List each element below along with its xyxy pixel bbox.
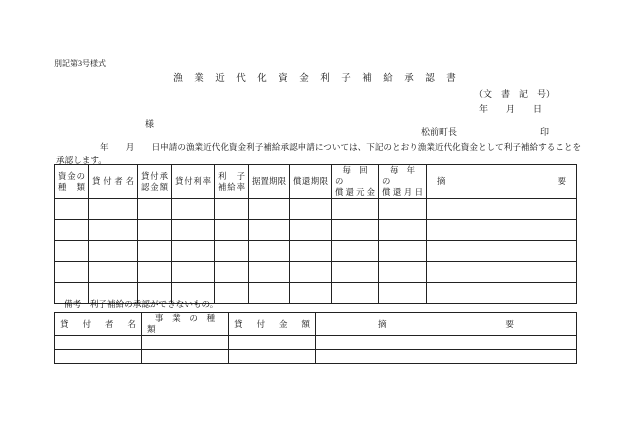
column-header-business-type: 事 業 の 種 類	[142, 313, 229, 336]
table-cell	[249, 241, 290, 262]
table-cell	[427, 241, 577, 262]
column-header-grace-period: 据置期限	[249, 165, 290, 199]
approval-table-body	[55, 199, 577, 304]
table-cell	[332, 199, 379, 220]
table-cell	[379, 220, 427, 241]
table-cell	[89, 220, 138, 241]
table-row	[55, 336, 577, 350]
table-cell	[229, 350, 316, 364]
table-cell	[249, 220, 290, 241]
issuer-name: 松前町長	[421, 127, 458, 137]
approval-statement: 年 月 日申請の漁業近代化資金利子補給承認申請については、下記のとおり漁業近代化資金として利子補給することを承認します。	[56, 142, 582, 165]
table-cell	[332, 220, 379, 241]
table-cell	[290, 262, 332, 283]
column-header-remarks: 摘 要	[316, 313, 577, 336]
column-header-annual-repayment-date: 毎 年 の 償還月日	[379, 165, 427, 199]
table-cell	[290, 241, 332, 262]
column-header-repayment-deadline: 償還期限	[290, 165, 332, 199]
table-cell	[290, 199, 332, 220]
table-cell	[249, 283, 290, 304]
table-row	[55, 241, 577, 262]
table-row	[55, 350, 577, 364]
document-title: 漁 業 近 代 化 資 金 利 子 補 給 承 認 書	[173, 74, 457, 84]
table-cell	[427, 283, 577, 304]
table-cell	[55, 241, 89, 262]
table-row	[55, 220, 577, 241]
table-cell	[215, 241, 249, 262]
table-row	[55, 262, 577, 283]
table-header-row	[55, 165, 577, 199]
table-cell	[316, 350, 577, 364]
table-cell	[229, 336, 316, 350]
table-cell	[332, 283, 379, 304]
table-cell	[55, 220, 89, 241]
table-cell	[215, 220, 249, 241]
table-row	[55, 199, 577, 220]
column-header-lender-name: 貸付者名	[89, 165, 138, 199]
table-cell	[142, 336, 229, 350]
table-cell	[55, 336, 142, 350]
table-cell	[379, 283, 427, 304]
column-header-principal-per-repayment: 毎 回 の 償還元金	[332, 165, 379, 199]
note-text: 備考 利子補給の承認ができないもの。	[64, 299, 219, 309]
approval-details-table	[54, 164, 577, 304]
table-cell	[290, 283, 332, 304]
table-cell	[215, 262, 249, 283]
table-cell	[332, 241, 379, 262]
table-cell	[172, 220, 215, 241]
table-cell	[427, 220, 577, 241]
table-cell	[249, 199, 290, 220]
issue-date-field: 年 月 日	[479, 104, 543, 114]
table-cell	[142, 350, 229, 364]
table-cell	[172, 262, 215, 283]
seal-mark: 印	[540, 127, 550, 137]
denial-table	[54, 312, 577, 364]
table-cell	[89, 262, 138, 283]
table-header-row	[55, 313, 577, 336]
table-cell	[379, 199, 427, 220]
table-cell	[427, 262, 577, 283]
column-header-interest-subsidy-rate: 利 子 補給率	[215, 165, 249, 199]
table-cell	[55, 262, 89, 283]
form-number: 別記第3号様式	[54, 59, 106, 68]
table-cell	[379, 262, 427, 283]
table-cell	[138, 262, 172, 283]
table-cell	[138, 241, 172, 262]
table-cell	[89, 241, 138, 262]
table-cell	[249, 262, 290, 283]
table-cell	[290, 220, 332, 241]
column-header-fund-type: 資金の 種 類	[55, 165, 89, 199]
table-cell	[427, 199, 577, 220]
table-cell	[172, 241, 215, 262]
table-cell	[379, 241, 427, 262]
denial-table-body	[55, 336, 577, 364]
document-number-field: （文 書 記 号）	[474, 89, 556, 99]
column-header-remarks: 摘 要	[427, 165, 577, 199]
column-header-loan-interest-rate: 貸付利率	[172, 165, 215, 199]
table-cell	[55, 350, 142, 364]
column-header-loan-amount: 貸 付 金 額	[229, 313, 316, 336]
column-header-lender-name: 貸 付 者 名	[55, 313, 142, 336]
table-cell	[215, 283, 249, 304]
table-cell	[172, 199, 215, 220]
table-cell	[138, 199, 172, 220]
table-cell	[138, 220, 172, 241]
table-cell	[332, 262, 379, 283]
table-cell	[316, 336, 577, 350]
addressee-field: 様	[144, 119, 154, 129]
table-cell	[55, 199, 89, 220]
table-cell	[215, 199, 249, 220]
table-cell	[89, 199, 138, 220]
column-header-approved-loan-amount: 貸付承 認金額	[138, 165, 172, 199]
